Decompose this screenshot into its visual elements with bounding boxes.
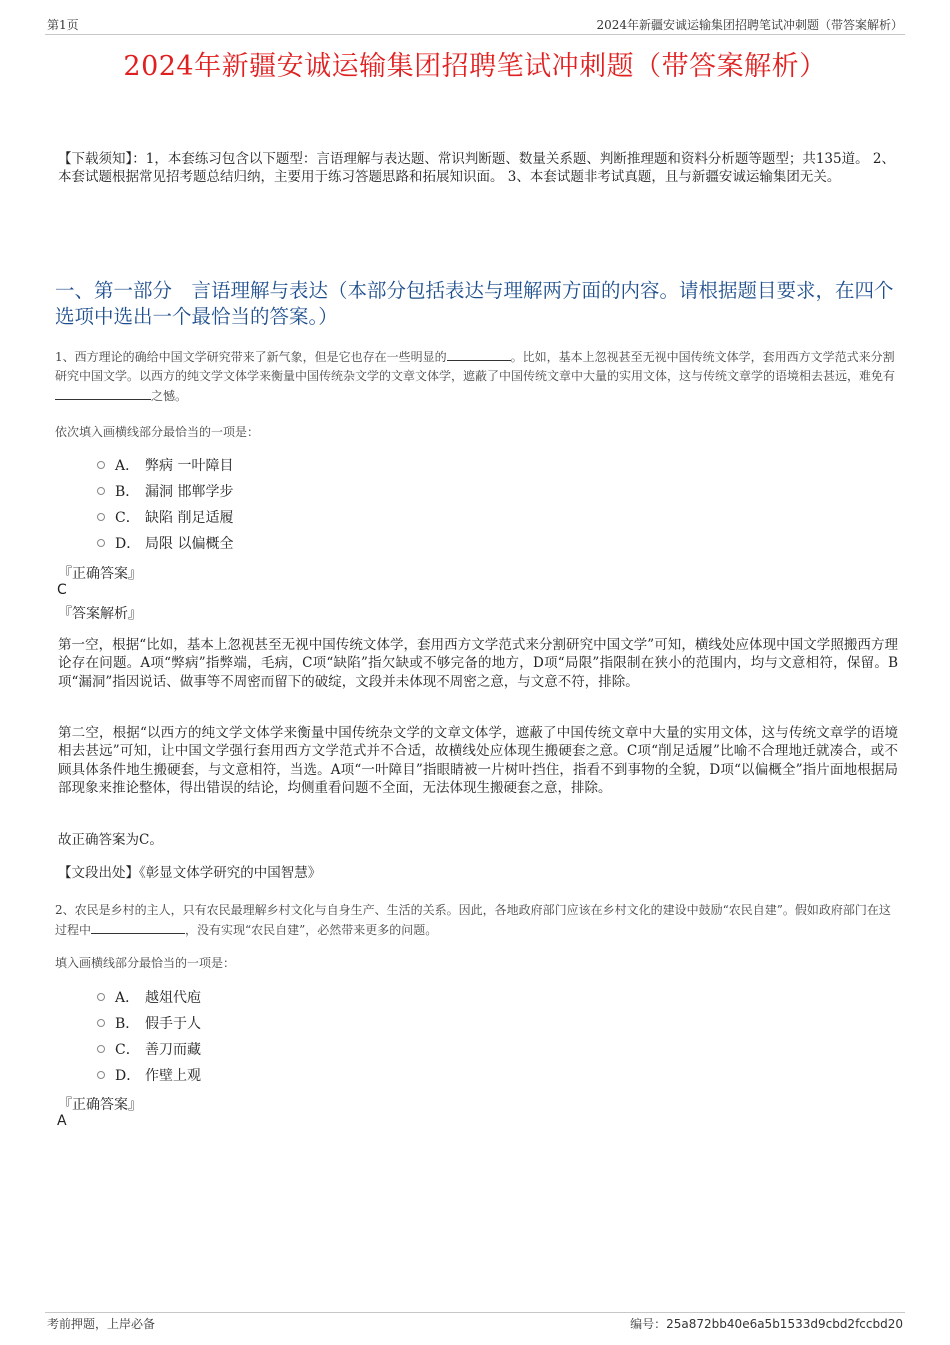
option-d[interactable]: D． 作壁上观 bbox=[97, 1062, 201, 1088]
option-a[interactable]: A． 越俎代庖 bbox=[97, 984, 201, 1010]
radio-icon[interactable] bbox=[97, 1045, 105, 1053]
question-2-stem: 2、农民是乡村的主人，只有农民最理解乡村文化与自身生产、生活的关系。因此，各地政府部门应该在乡村文化的建设中鼓励“农民自建”。假如政府部门在这过程中 ，没有实现“农民自建”，必然带来更多的问题。 bbox=[55, 903, 891, 937]
source-citation: 【文段出处】《彰显文体学研究的中国智慧》 bbox=[58, 865, 322, 881]
page-header bbox=[45, 14, 905, 35]
footer-slogan: 考前押题，上岸必备 bbox=[47, 1317, 156, 1331]
header-doc-title: 2024年新疆安诚运输集团招聘笔试冲刺题（带答案解析） bbox=[596, 18, 903, 32]
radio-icon[interactable] bbox=[97, 461, 105, 469]
document-code: 编号：25a872bb40e6a5b1533d9cbd2fccbd20 bbox=[630, 1317, 903, 1331]
page-number: 第1页 bbox=[47, 18, 79, 32]
radio-icon[interactable] bbox=[97, 513, 105, 521]
radio-icon[interactable] bbox=[97, 993, 105, 1001]
correct-answer: C bbox=[57, 582, 67, 598]
radio-icon[interactable] bbox=[97, 487, 105, 495]
radio-icon[interactable] bbox=[97, 1019, 105, 1027]
question-1-stem: 1、西方理论的确给中国文学研究带来了新气象，但是它也存在一些明显的 。比如，基本上忽视甚至无视中国传统文体学，套用西方文学范式来分割研究中国文学。以西方的纯文学文体学来衡量中国传统杂文学的文章文体学，遮蔽了中国传统文章中大量的实用文体，这与传统文章学的语境相去甚远，难免有之憾。 bbox=[55, 347, 900, 406]
question-2-options bbox=[97, 984, 201, 1088]
document-title: 2024年新疆安诚运输集团招聘笔试冲刺题（带答案解析） bbox=[123, 51, 827, 82]
option-d[interactable]: D． 局限 以偏概全 bbox=[97, 530, 233, 556]
download-notice: 【下载须知】：1，本套练习包含以下题型：言语理解与表达题、常识判断题、数量关系题、判断推理题和资料分析题等题型；共135道。 2、本套试题根据常见招考题总结归纳，主要用于练习答题思路和拓展知识面。 3、本套试题非考试真题，且与新疆安诚运输集团无关。 bbox=[58, 151, 895, 185]
correct-answer: A bbox=[57, 1113, 67, 1129]
analysis-paragraph: 第二空，根据“以西方的纯文学文体学来衡量中国传统杂文学的文章文体学，遮蔽了中国传统文章中大量的实用文体，这与传统文章学的语境相去甚远”可知，让中国文学强行套用西方文学范式并不合适，故横线处应体现生搬硬套之意。C项“削足适履”比喻不合理地迁就凑合，或不顾具体条件地生搬硬套，与文意相符，当选。A项“一叶障目”指眼睛被一片树叶挡住，指看不到事物的全貌，D项“以偏概全”指片面地根据局部现象来推论整体，得出错误的结论，均侧重看问题不全面，无法体现生搬硬套之意，排除。 bbox=[58, 725, 898, 796]
question-2-prompt: 填入画横线部分最恰当的一项是： bbox=[55, 956, 236, 970]
correct-answer-label: 『正确答案』 bbox=[58, 1097, 142, 1113]
option-c[interactable]: C． 缺陷 削足适履 bbox=[97, 504, 233, 530]
page-footer bbox=[45, 1312, 905, 1331]
section-title: 一、第一部分 言语理解与表达（本部分包括表达与理解两方面的内容。请根据题目要求，在四个选项中选出一个最恰当的答案。） bbox=[55, 279, 894, 328]
radio-icon[interactable] bbox=[97, 1071, 105, 1079]
question-1-prompt: 依次填入画横线部分最恰当的一项是： bbox=[55, 425, 260, 439]
analysis-label: 『答案解析』 bbox=[58, 606, 142, 622]
option-a[interactable]: A． 弊病 一叶障目 bbox=[97, 452, 233, 478]
option-c[interactable]: C． 善刀而藏 bbox=[97, 1036, 201, 1062]
analysis-conclusion: 故正确答案为C。 bbox=[58, 832, 163, 848]
option-b[interactable]: B． 假手于人 bbox=[97, 1010, 201, 1036]
correct-answer-label: 『正确答案』 bbox=[58, 566, 142, 582]
question-1-options bbox=[97, 452, 233, 556]
radio-icon[interactable] bbox=[97, 539, 105, 547]
option-b[interactable]: B． 漏洞 邯郸学步 bbox=[97, 478, 233, 504]
analysis-paragraph: 第一空，根据“比如，基本上忽视甚至无视中国传统文体学，套用西方文学范式来分割研究中国文学”可知，横线处应体现中国文学照搬西方理论存在问题。A项“弊病”指弊端，毛病，C项“缺陷”指欠缺或不够完备的地方，D项“局限”指限制在狭小的范围内，均与文意相符，保留。B项“漏洞”指因说话、做事等不周密而留下的破绽，文段并未体现不周密之意，与文意不符，排除。 bbox=[58, 637, 898, 690]
